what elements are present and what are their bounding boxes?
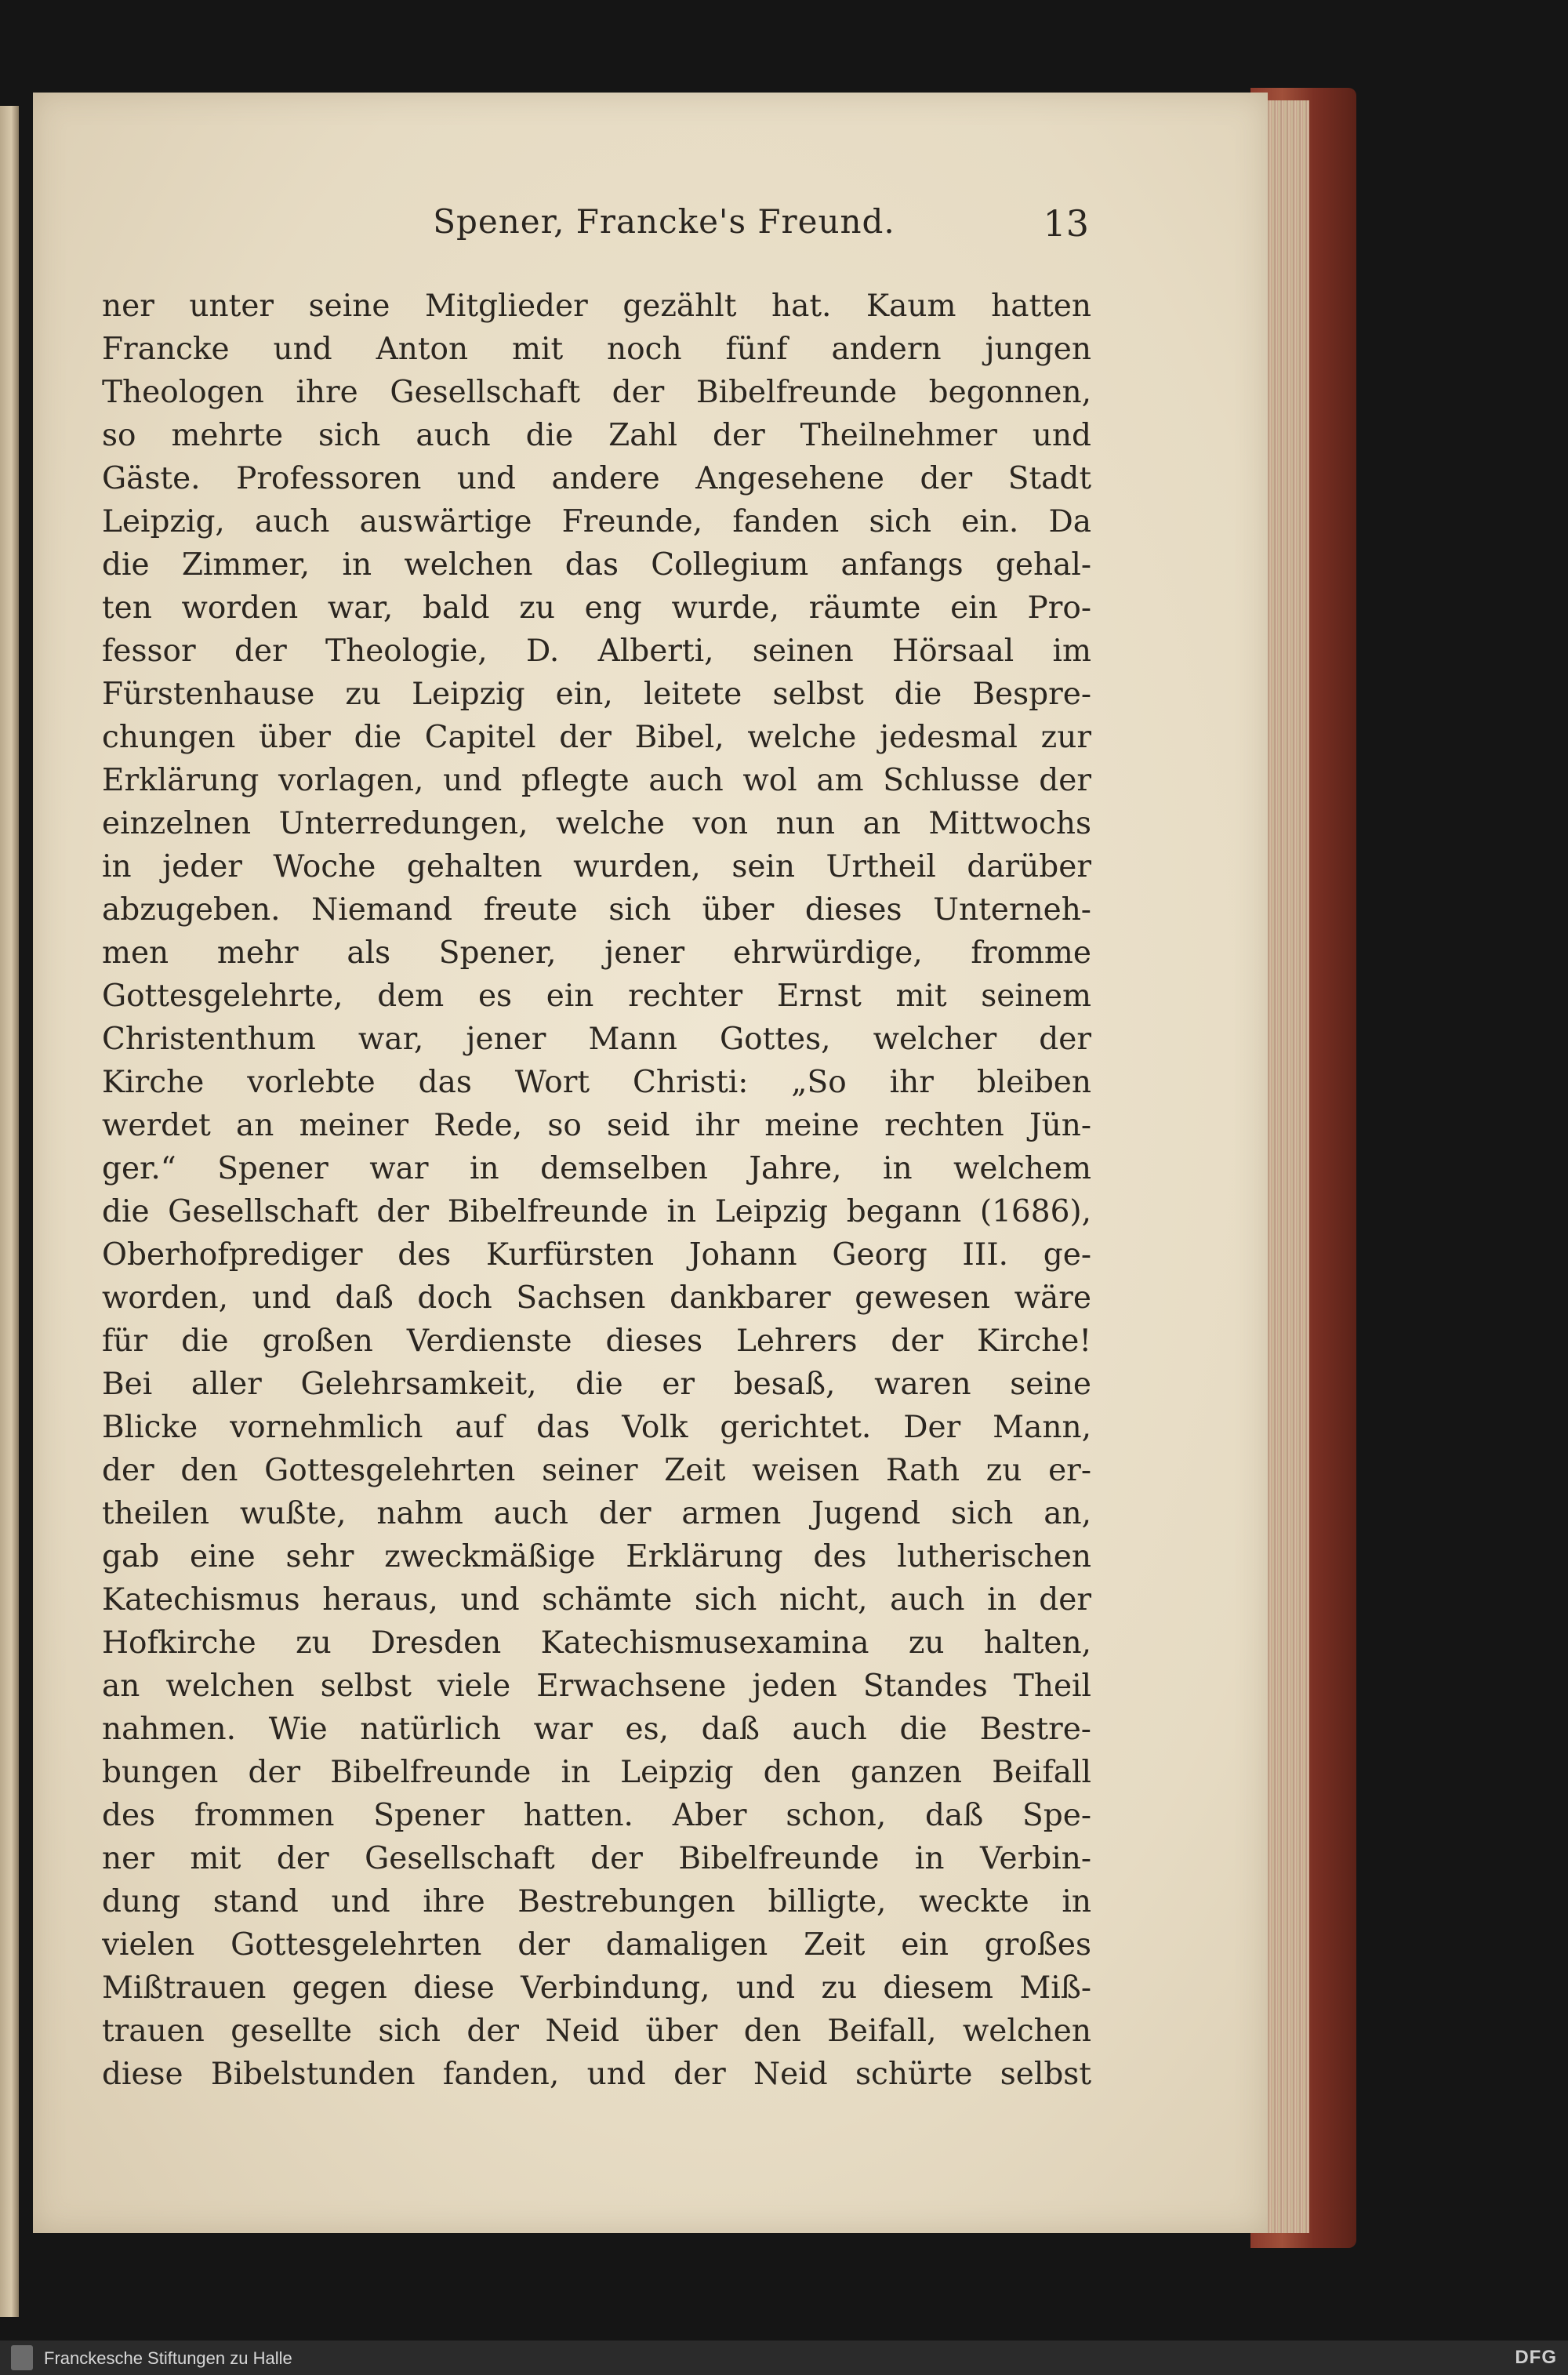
text-line: ner mit der Gesellschaft der Bibelfreunde in Verbin-: [102, 1841, 1091, 1876]
footer-bar: [0, 2341, 1568, 2375]
text-line: Bei aller Gelehrsamkeit, die er besaß, waren seine: [102, 1367, 1091, 1402]
text-line: für die großen Verdienste dieses Lehrers der Kirche!: [102, 1324, 1091, 1359]
text-line: abzugeben. Niemand freute sich über dieses Unterneh-: [102, 892, 1091, 928]
text-line: theilen wußte, nahm auch der armen Jugend sich an,: [102, 1496, 1091, 1531]
text-line: Leipzig, auch auswärtige Freunde, fanden sich ein. Da: [102, 504, 1091, 539]
text-line: men mehr als Spener, jener ehrwürdige, fromme: [102, 935, 1091, 971]
text-line: der den Gottesgelehrten seiner Zeit weisen Rath zu er-: [102, 1453, 1091, 1488]
text-line: Theologen ihre Gesellschaft der Bibelfreunde begonnen,: [102, 375, 1091, 410]
text-line: Mißtrauen gegen diese Verbindung, und zu diesem Miß-: [102, 1970, 1091, 2006]
text-line: Gäste. Professoren und andere Angesehene der Stadt: [102, 461, 1091, 496]
page-number: 13: [1043, 202, 1089, 245]
dfg-logo: DFG: [1515, 2347, 1557, 2368]
text-line: bungen der Bibelfreunde in Leipzig den ganzen Beifall: [102, 1755, 1091, 1790]
text-line: ner unter seine Mitglieder gezählt hat. Kaum hatten: [102, 289, 1091, 324]
book-page: [33, 93, 1268, 2233]
text-line: worden, und daß doch Sachsen dankbarer gewesen wäre: [102, 1280, 1091, 1316]
text-line: Blicke vornehmlich auf das Volk gerichtet. Der Mann,: [102, 1410, 1091, 1445]
text-line: die Zimmer, in welchen das Collegium anfangs gehal-: [102, 547, 1091, 583]
text-line: ten worden war, bald zu eng wurde, räumte ein Pro-: [102, 590, 1091, 626]
text-line: werdet an meiner Rede, so seid ihr meine rechten Jün-: [102, 1108, 1091, 1143]
text-line: Katechismus heraus, und schämte sich nicht, auch in der: [102, 1582, 1091, 1618]
text-line: vielen Gottesgelehrten der damaligen Zeit ein großes: [102, 1927, 1091, 1963]
text-line: Kirche vorlebte das Wort Christi: „So ihr bleiben: [102, 1065, 1091, 1100]
body-text: [102, 285, 1091, 2096]
text-line: Erklärung vorlagen, und pflegte auch wol am Schlusse der: [102, 763, 1091, 798]
text-line: so mehrte sich auch die Zahl der Theilnehmer und: [102, 418, 1091, 453]
text-line: ger.“ Spener war in demselben Jahre, in welchem: [102, 1151, 1091, 1186]
left-page-edge: [0, 106, 19, 2317]
text-line: Fürstenhause zu Leipzig ein, leitete selbst die Bespre-: [102, 677, 1091, 712]
text-line: an welchen selbst viele Erwachsene jeden Standes Theil: [102, 1669, 1091, 1704]
text-line: nahmen. Wie natürlich war es, daß auch die Bestre-: [102, 1712, 1091, 1747]
text-line: gab eine sehr zweckmäßige Erklärung des lutherischen: [102, 1539, 1091, 1574]
text-line: diese Bibelstunden fanden, und der Neid schürte selbst: [102, 2057, 1091, 2092]
text-line: Hofkirche zu Dresden Katechismusexamina zu halten,: [102, 1625, 1091, 1661]
text-line: einzelnen Unterredungen, welche von nun an Mittwochs: [102, 806, 1091, 841]
text-line: die Gesellschaft der Bibelfreunde in Leipzig begann (1686),: [102, 1194, 1091, 1229]
text-line: Christenthum war, jener Mann Gottes, welcher der: [102, 1022, 1091, 1057]
page-header: [33, 202, 1268, 249]
text-line: fessor der Theologie, D. Alberti, seinen Hörsaal im: [102, 634, 1091, 669]
text-line: trauen gesellte sich der Neid über den Beifall, welchen: [102, 2014, 1091, 2049]
text-line: chungen über die Capitel der Bibel, welche jedesmal zur: [102, 720, 1091, 755]
institution-name: Franckesche Stiftungen zu Halle: [44, 2348, 292, 2368]
text-line: in jeder Woche gehalten wurden, sein Urtheil darüber: [102, 849, 1091, 884]
text-line: Oberhofprediger des Kurfürsten Johann Georg III. ge-: [102, 1237, 1091, 1273]
text-line: Francke und Anton mit noch fünf andern jungen: [102, 332, 1091, 367]
text-line: dung stand und ihre Bestrebungen billigte, weckte in: [102, 1884, 1091, 1919]
text-line: des frommen Spener hatten. Aber schon, daß Spe-: [102, 1798, 1091, 1833]
text-line: Gottesgelehrte, dem es ein rechter Ernst mit seinem: [102, 979, 1091, 1014]
institution-logo-icon: [11, 2345, 33, 2370]
running-head: Spener, Francke's Freund.: [433, 202, 895, 241]
